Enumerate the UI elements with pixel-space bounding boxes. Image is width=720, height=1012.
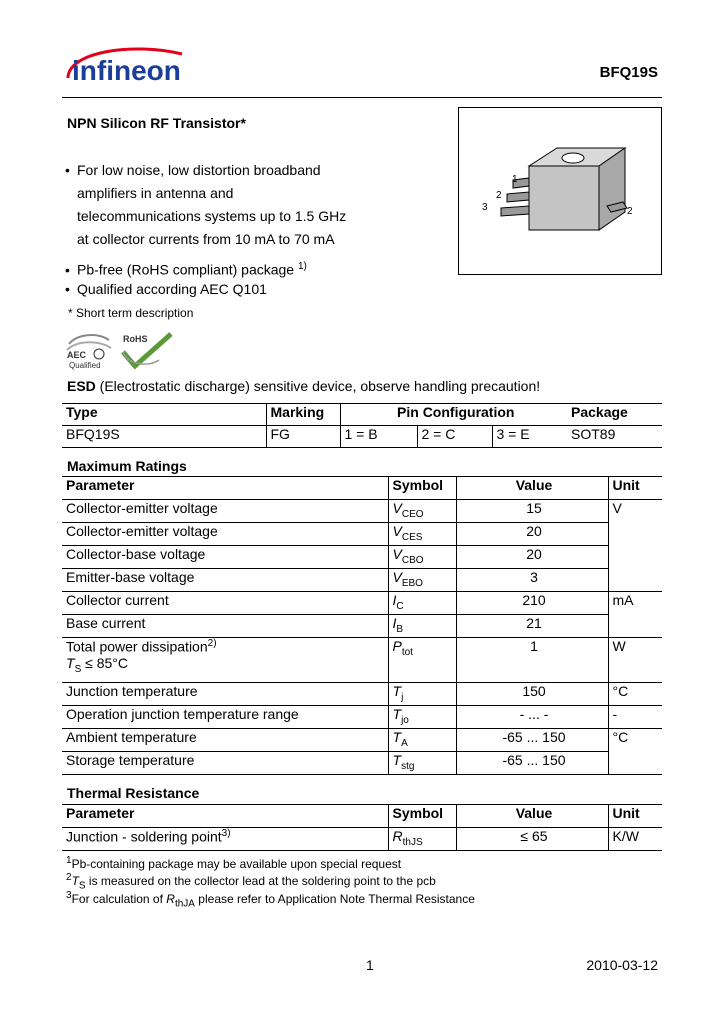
svg-text:AEC: AEC [67, 350, 87, 360]
table-row: Emitter-base voltage $V_{EBO}$ 3 [62, 569, 662, 592]
pin3-cell: 3 = E [492, 426, 567, 448]
type-header: Type [62, 404, 266, 426]
header-rule [62, 97, 662, 98]
table-row: Total power dissipation$^{2)}$ $T_S \le 85^\circ C$ $P_{tot}$ 1 W [62, 638, 662, 683]
device-subtitle: NPN Silicon RF Transistor* [67, 115, 246, 131]
type-table [62, 403, 662, 448]
table-row: Operation junction temperature range $T_{jo}$ - ... - - [62, 706, 662, 729]
page-number: 1 [366, 957, 374, 973]
footnote-3: $^3$For calculation of $R_{thJA}$ please refer to Application Note Thermal Resistance [66, 890, 475, 910]
feature-item: • Qualified according AEC Q101 [65, 281, 267, 297]
table-row: Ambient temperature $T_A$ -65 ... 150 °C [62, 729, 662, 752]
max-ratings-table [62, 476, 662, 775]
sot89-package-icon [459, 108, 661, 274]
param-header: Parameter [62, 805, 388, 828]
feature-item: • Pb-free (RoHS compliant) package $^{1)}$ [65, 261, 307, 278]
type-cell: BFQ19S [62, 426, 266, 448]
svg-text:3: 3 [482, 202, 488, 213]
feature-item: • For low noise, low distortion broadband amplifiers in antenna and telecommunications systems up to 1.5 GHz at collector currents from 10 mA to 70 mA [65, 162, 347, 247]
svg-text:RoHS: RoHS [123, 334, 148, 344]
unit-header: Unit [608, 805, 662, 828]
package-header: Package [567, 404, 662, 426]
value-header: Value [456, 805, 608, 828]
marking-header: Marking [266, 404, 340, 426]
table-row: Base current $I_B$ 21 [62, 615, 662, 638]
table-row: Collector-base voltage $V_{CBO}$ 20 [62, 546, 662, 569]
table-row: Storage temperature $T_{stg}$ -65 ... 150 [62, 752, 662, 775]
marking-cell: FG [266, 426, 340, 448]
infineon-logo [62, 40, 202, 96]
table-row: Collector-emitter voltage $V_{CES}$ 20 [62, 523, 662, 546]
unit-header: Unit [608, 477, 662, 500]
value-header: Value [456, 477, 608, 500]
symbol-header: Symbol [388, 477, 456, 500]
thermal-title: Thermal Resistance [67, 785, 200, 801]
table-row: Junction temperature $T_j$ 150 °C [62, 683, 662, 706]
svg-text:2: 2 [627, 206, 633, 217]
table-row: Collector-emitter voltage $V_{CEO}$ 15 V [62, 500, 662, 523]
package-drawing [458, 107, 662, 275]
footnote-1: $^1$Pb-containing package may be available upon special request [66, 855, 402, 871]
document-date: 2010-03-12 [586, 957, 658, 973]
short-term-note: * Short term description [68, 306, 194, 320]
svg-text:1: 1 [512, 174, 518, 185]
thermal-table [62, 804, 662, 851]
svg-text:2: 2 [496, 190, 502, 201]
aec-rohs-badges [63, 330, 183, 370]
aec-qualified-icon [67, 335, 111, 370]
pin-config-header: Pin Configuration [340, 404, 567, 426]
symbol-header: Symbol [388, 805, 456, 828]
pin1-cell: 1 = B [340, 426, 417, 448]
rohs-icon [123, 334, 171, 366]
max-ratings-title: Maximum Ratings [67, 458, 187, 474]
svg-text:Qualified: Qualified [69, 361, 101, 370]
footnote-2: $^2T_S$ is measured on the collector lead at the soldering point to the pcb [66, 872, 436, 892]
part-number-title: BFQ19S [599, 64, 658, 81]
table-row: Junction - soldering point$^{3)}$ $R_{thJS}$ ≤ 65 K/W [62, 828, 662, 851]
esd-warning: ESD (Electrostatic discharge) sensitive device, observe handling precaution! [67, 378, 541, 394]
package-cell: SOT89 [567, 426, 662, 448]
logo-wordmark: infineon [72, 55, 181, 86]
param-header: Parameter [62, 477, 388, 500]
table-row: Collector current $I_C$ 210 mA [62, 592, 662, 615]
pin2-cell: 2 = C [417, 426, 492, 448]
